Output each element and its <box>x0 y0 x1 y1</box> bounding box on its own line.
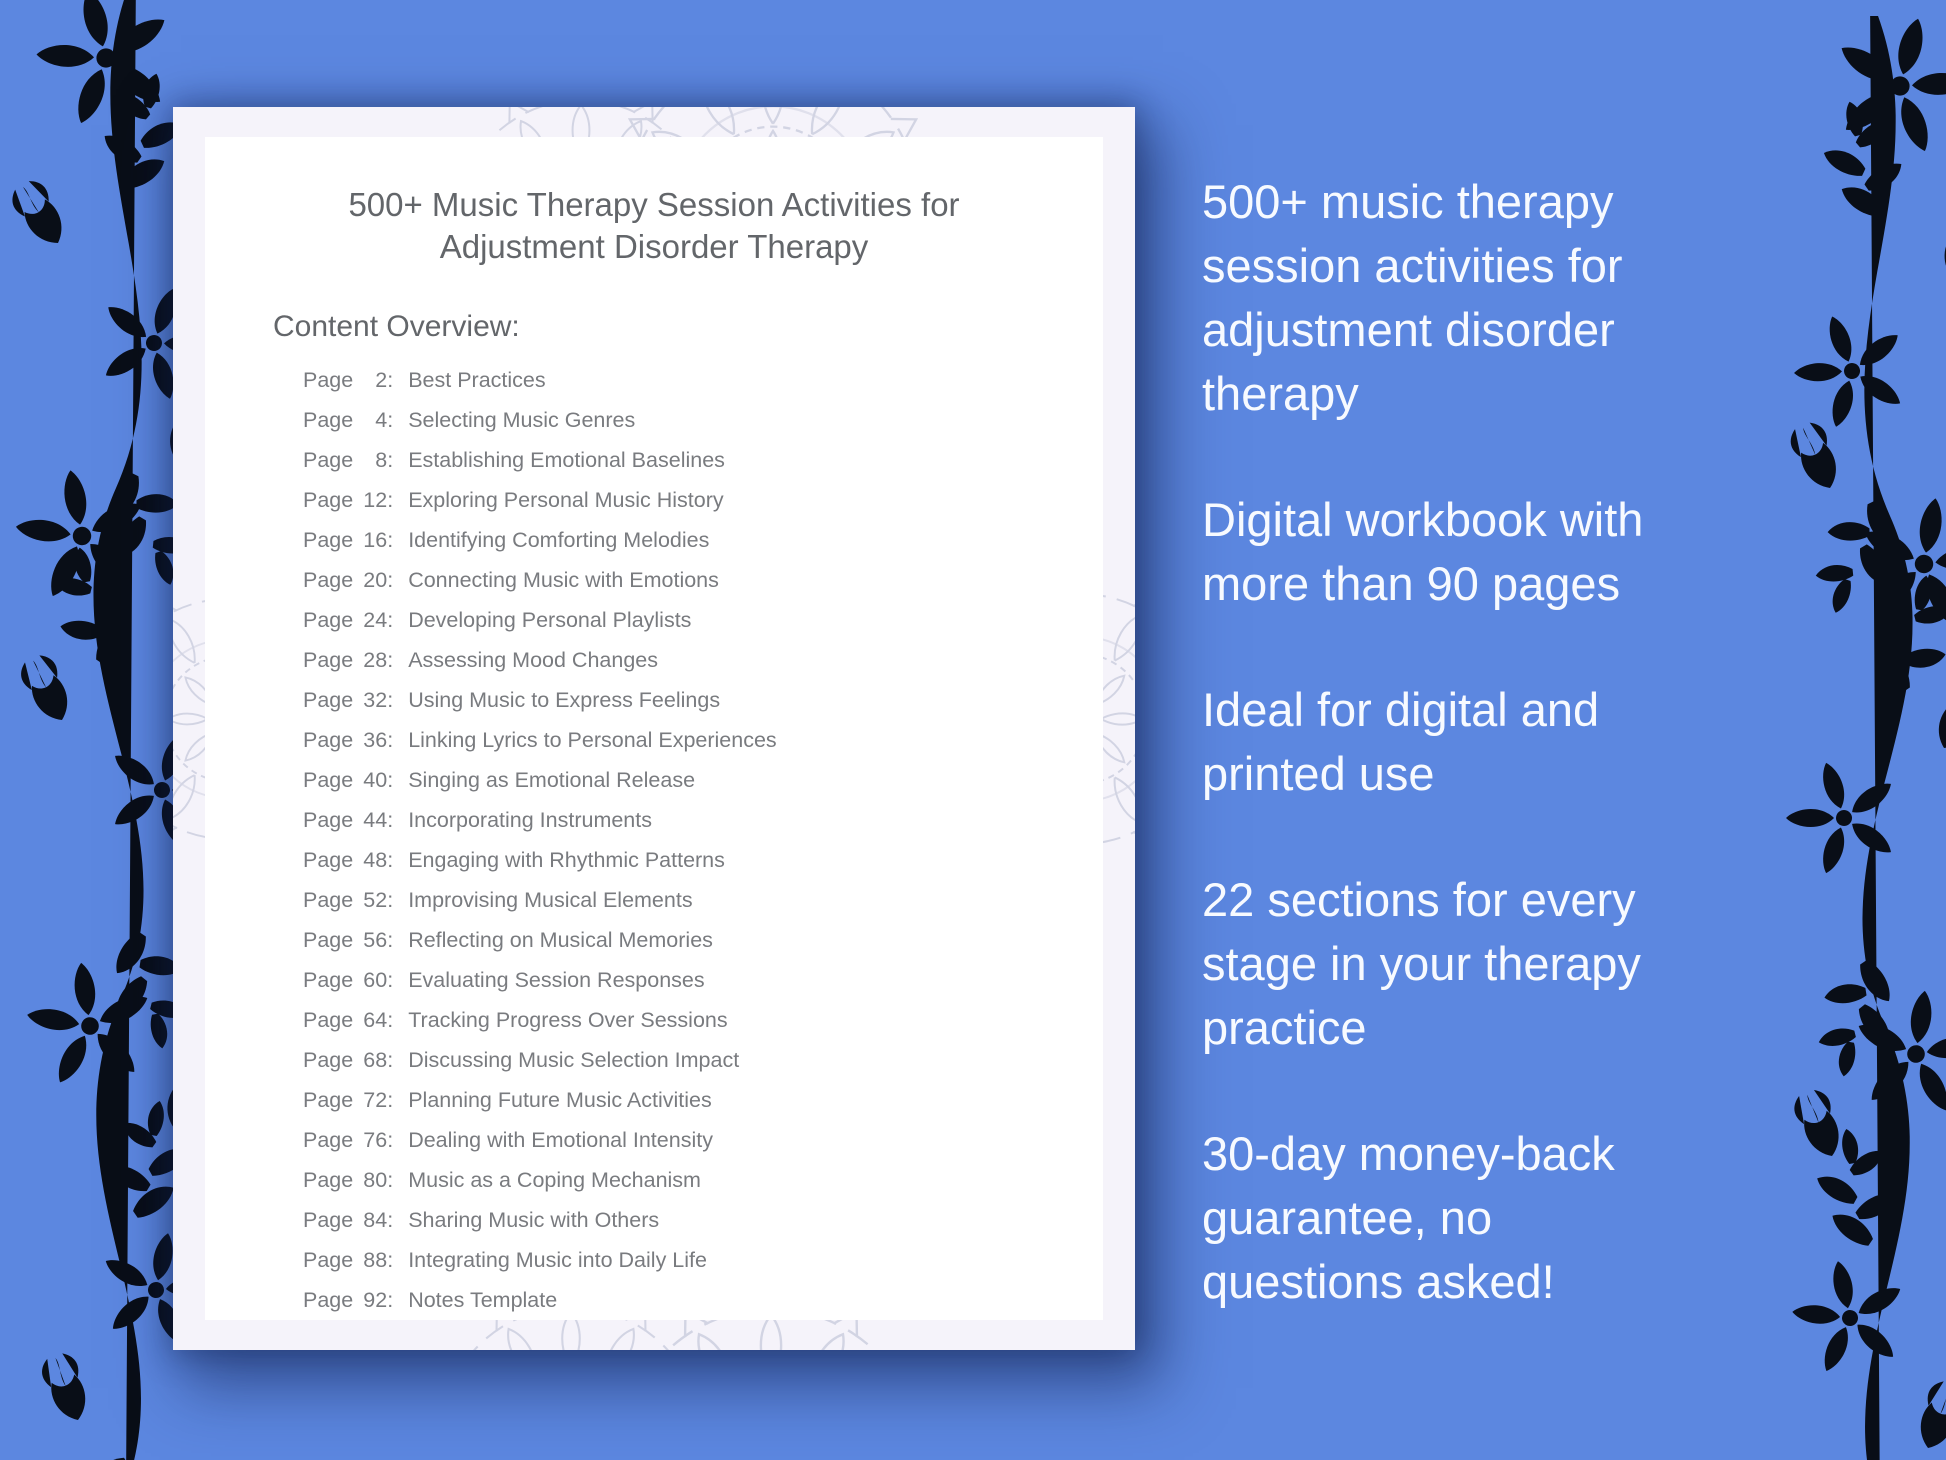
toc-item-title: Engaging with Rhythmic Patterns <box>408 848 725 872</box>
toc-page-number: 2 <box>375 368 388 392</box>
toc-page-number: 36 <box>363 728 388 752</box>
toc-separator: : <box>387 608 394 632</box>
toc-page-word: Page <box>303 768 354 792</box>
toc-separator: : <box>387 1248 394 1272</box>
toc-separator: : <box>387 688 394 712</box>
benefit-line: session activities for <box>1202 239 1623 292</box>
toc-item-title: Singing as Emotional Release <box>408 768 696 792</box>
toc-page-word: Page <box>303 1048 354 1072</box>
benefit-line: stage in your therapy <box>1202 937 1641 990</box>
toc-row <box>303 680 1103 720</box>
toc-item-title: Improvising Musical Elements <box>408 888 693 912</box>
toc-separator: : <box>387 368 394 392</box>
toc-page-word: Page <box>303 448 354 472</box>
toc-row <box>303 520 1103 560</box>
toc-separator: : <box>387 528 394 552</box>
toc-page-number: 52 <box>363 888 388 912</box>
toc-row <box>303 840 1103 880</box>
toc-item-title: Linking Lyrics to Personal Experiences <box>408 728 777 752</box>
toc-page-number: 64 <box>363 1008 388 1032</box>
benefit-line: adjustment disorder <box>1202 303 1615 356</box>
toc-row <box>303 1240 1103 1280</box>
toc-page-number: 80 <box>363 1168 388 1192</box>
toc-page-number: 40 <box>363 768 388 792</box>
toc-row <box>303 600 1103 640</box>
toc-row <box>303 480 1103 520</box>
toc-page-number: 16 <box>363 528 388 552</box>
toc-separator: : <box>387 1008 394 1032</box>
toc-item-title: Exploring Personal Music History <box>408 488 724 512</box>
toc-page-word: Page <box>303 568 354 592</box>
toc-separator: : <box>387 648 394 672</box>
toc-separator: : <box>387 808 394 832</box>
toc-item-title: Establishing Emotional Baselines <box>408 448 725 472</box>
document-title-line2: Adjustment Disorder Therapy <box>439 228 869 265</box>
benefit-line: practice <box>1202 1001 1367 1054</box>
toc-page-word: Page <box>303 528 354 552</box>
toc-item-title: Tracking Progress Over Sessions <box>408 1008 728 1032</box>
toc-page-number: 20 <box>363 568 388 592</box>
toc-separator: : <box>387 888 394 912</box>
toc-row <box>303 880 1103 920</box>
toc-row <box>303 1160 1103 1200</box>
document-page <box>205 137 1103 1320</box>
toc-item-title: Assessing Mood Changes <box>408 648 658 672</box>
toc-separator: : <box>387 448 394 472</box>
table-of-contents <box>303 360 1103 1320</box>
toc-item-title: Evaluating Session Responses <box>408 968 705 992</box>
toc-page-word: Page <box>303 1088 354 1112</box>
benefit-line: 22 sections for every <box>1202 873 1636 926</box>
toc-row <box>303 360 1103 400</box>
toc-item-title: Planning Future Music Activities <box>408 1088 712 1112</box>
toc-item-title: Identifying Comforting Melodies <box>408 528 710 552</box>
toc-page-number: 88 <box>363 1248 388 1272</box>
toc-page-word: Page <box>303 648 354 672</box>
toc-row <box>303 920 1103 960</box>
toc-page-word: Page <box>303 968 354 992</box>
toc-page-number: 24 <box>363 608 388 632</box>
toc-row <box>303 560 1103 600</box>
toc-separator: : <box>387 1168 394 1192</box>
toc-separator: : <box>387 1288 394 1312</box>
toc-page-word: Page <box>303 848 354 872</box>
toc-page-number: 68 <box>363 1048 388 1072</box>
toc-row <box>303 1120 1103 1160</box>
workbook-preview-sheet <box>173 107 1135 1350</box>
toc-page-number: 12 <box>363 488 388 512</box>
benefit-line: guarantee, no <box>1202 1191 1493 1244</box>
toc-page-number: 8 <box>375 448 388 472</box>
toc-page-number: 44 <box>363 808 388 832</box>
toc-row <box>303 1000 1103 1040</box>
document-title <box>255 184 1053 268</box>
toc-row <box>303 720 1103 760</box>
toc-row <box>303 760 1103 800</box>
toc-page-number: 4 <box>375 408 388 432</box>
toc-separator: : <box>387 1048 394 1072</box>
toc-row <box>303 1080 1103 1120</box>
toc-page-word: Page <box>303 728 354 752</box>
toc-separator: : <box>387 488 394 512</box>
toc-item-title: Dealing with Emotional Intensity <box>408 1128 713 1152</box>
toc-page-word: Page <box>303 368 354 392</box>
toc-page-number: 72 <box>363 1088 388 1112</box>
toc-item-title: Connecting Music with Emotions <box>408 568 719 592</box>
toc-page-word: Page <box>303 408 354 432</box>
toc-item-title: Incorporating Instruments <box>408 808 652 832</box>
benefit-line: more than 90 pages <box>1202 557 1621 610</box>
toc-item-title: Integrating Music into Daily Life <box>408 1248 707 1272</box>
toc-page-number: 84 <box>363 1208 388 1232</box>
toc-item-title: Notes Template <box>408 1288 558 1312</box>
toc-separator: : <box>387 408 394 432</box>
toc-page-word: Page <box>303 488 354 512</box>
toc-page-word: Page <box>303 1168 354 1192</box>
benefit-line: 500+ music therapy <box>1202 175 1614 228</box>
toc-page-number: 32 <box>363 688 388 712</box>
benefit-line: 30-day money-back <box>1202 1127 1615 1180</box>
toc-row <box>303 1200 1103 1240</box>
toc-page-word: Page <box>303 1208 354 1232</box>
toc-separator: : <box>387 968 394 992</box>
toc-page-word: Page <box>303 688 354 712</box>
benefit-line: printed use <box>1202 747 1435 800</box>
benefit-item <box>1202 678 1902 806</box>
benefit-item <box>1202 170 1902 426</box>
toc-item-title: Music as a Coping Mechanism <box>408 1168 701 1192</box>
toc-row <box>303 640 1103 680</box>
toc-page-number: 76 <box>363 1128 388 1152</box>
toc-page-number: 48 <box>363 848 388 872</box>
toc-page-word: Page <box>303 608 354 632</box>
toc-separator: : <box>387 1208 394 1232</box>
toc-separator: : <box>387 728 394 752</box>
toc-page-word: Page <box>303 1288 354 1312</box>
toc-page-word: Page <box>303 808 354 832</box>
benefit-line: Digital workbook with <box>1202 493 1644 546</box>
benefit-item <box>1202 868 1902 1060</box>
toc-row <box>303 400 1103 440</box>
content-overview-heading: Content Overview: <box>273 310 520 343</box>
toc-row <box>303 440 1103 480</box>
toc-page-number: 60 <box>363 968 388 992</box>
toc-page-word: Page <box>303 1128 354 1152</box>
toc-item-title: Reflecting on Musical Memories <box>408 928 713 952</box>
toc-row <box>303 960 1103 1000</box>
benefit-item <box>1202 1122 1902 1314</box>
toc-page-number: 28 <box>363 648 388 672</box>
benefit-line: therapy <box>1202 367 1359 420</box>
toc-separator: : <box>387 568 394 592</box>
toc-page-number: 56 <box>363 928 388 952</box>
toc-page-word: Page <box>303 1248 354 1272</box>
toc-row <box>303 800 1103 840</box>
toc-separator: : <box>387 1128 394 1152</box>
toc-item-title: Using Music to Express Feelings <box>408 688 721 712</box>
toc-item-title: Selecting Music Genres <box>408 408 636 432</box>
toc-separator: : <box>387 1088 394 1112</box>
toc-item-title: Discussing Music Selection Impact <box>408 1048 740 1072</box>
toc-separator: : <box>387 928 394 952</box>
toc-row <box>303 1280 1103 1320</box>
toc-page-word: Page <box>303 928 354 952</box>
toc-page-number: 92 <box>363 1288 388 1312</box>
benefit-item <box>1202 488 1902 616</box>
toc-page-word: Page <box>303 1008 354 1032</box>
toc-item-title: Sharing Music with Others <box>408 1208 660 1232</box>
toc-item-title: Best Practices <box>408 368 546 392</box>
document-title-line1: 500+ Music Therapy Session Activities for <box>348 186 960 223</box>
benefit-line: Ideal for digital and <box>1202 683 1600 736</box>
toc-item-title: Developing Personal Playlists <box>408 608 692 632</box>
toc-separator: : <box>387 848 394 872</box>
toc-page-word: Page <box>303 888 354 912</box>
toc-row <box>303 1040 1103 1080</box>
benefit-line: questions asked! <box>1202 1255 1555 1308</box>
benefit-list <box>1202 170 1902 1376</box>
toc-separator: : <box>387 768 394 792</box>
